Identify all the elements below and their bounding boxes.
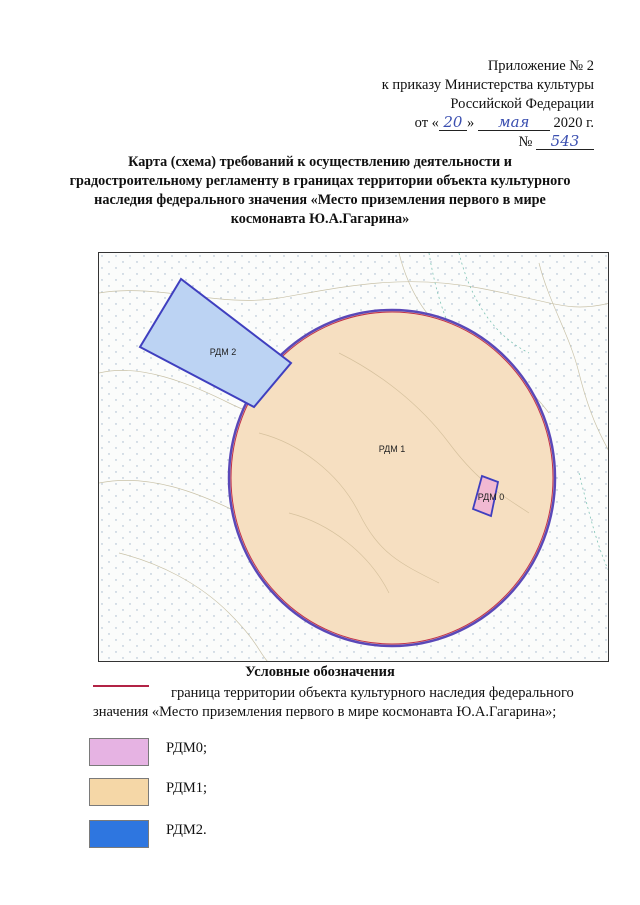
handwritten-month: мая (478, 114, 550, 131)
handwritten-day: 20 (439, 114, 467, 131)
number-prefix: № (518, 134, 533, 150)
legend-label-rdm0: РДМ0; (166, 740, 208, 756)
appendix-header (382, 57, 594, 152)
appendix-number: Приложение № 2 (487, 58, 594, 74)
handwritten-number: 543 (536, 133, 594, 150)
date-year: 2020 г. (553, 115, 594, 131)
document-title: Карта (схема) требований к осуществлению деятельности и градостроительному регламенту в границах территории объекта культурного наследия федерального значения «Место приземления первого в мире космонавта Ю.А.Гагарина» (69, 154, 571, 227)
legend-swatch-rdm0 (89, 738, 149, 766)
number-line (382, 133, 594, 152)
date-line (382, 114, 594, 133)
legend-label-rdm1: РДМ1; (166, 780, 208, 796)
date-prefix: от « (414, 115, 439, 131)
legend-swatch-rdm2 (89, 820, 149, 848)
legend-boundary-text: граница территории объекта культурного наследия федерального значения «Место приземления первого в мире космонавта Ю.А.Гагарина»; (93, 685, 574, 720)
legend-title: Условные обозначения (245, 664, 395, 680)
label-rdm2: РДМ 2 (209, 347, 237, 357)
label-rdm0: РДМ 0 (477, 492, 505, 502)
map-scheme (98, 252, 609, 662)
date-mid: » (466, 115, 475, 131)
map-svg (99, 253, 609, 662)
legend-swatch-rdm1 (89, 778, 149, 806)
label-rdm1: РДМ 1 (378, 444, 406, 454)
legend-label-rdm2: РДМ2. (166, 822, 207, 838)
ministry-line: Российской Федерации (450, 96, 594, 112)
order-line: к приказу Министерства культуры (381, 77, 594, 93)
